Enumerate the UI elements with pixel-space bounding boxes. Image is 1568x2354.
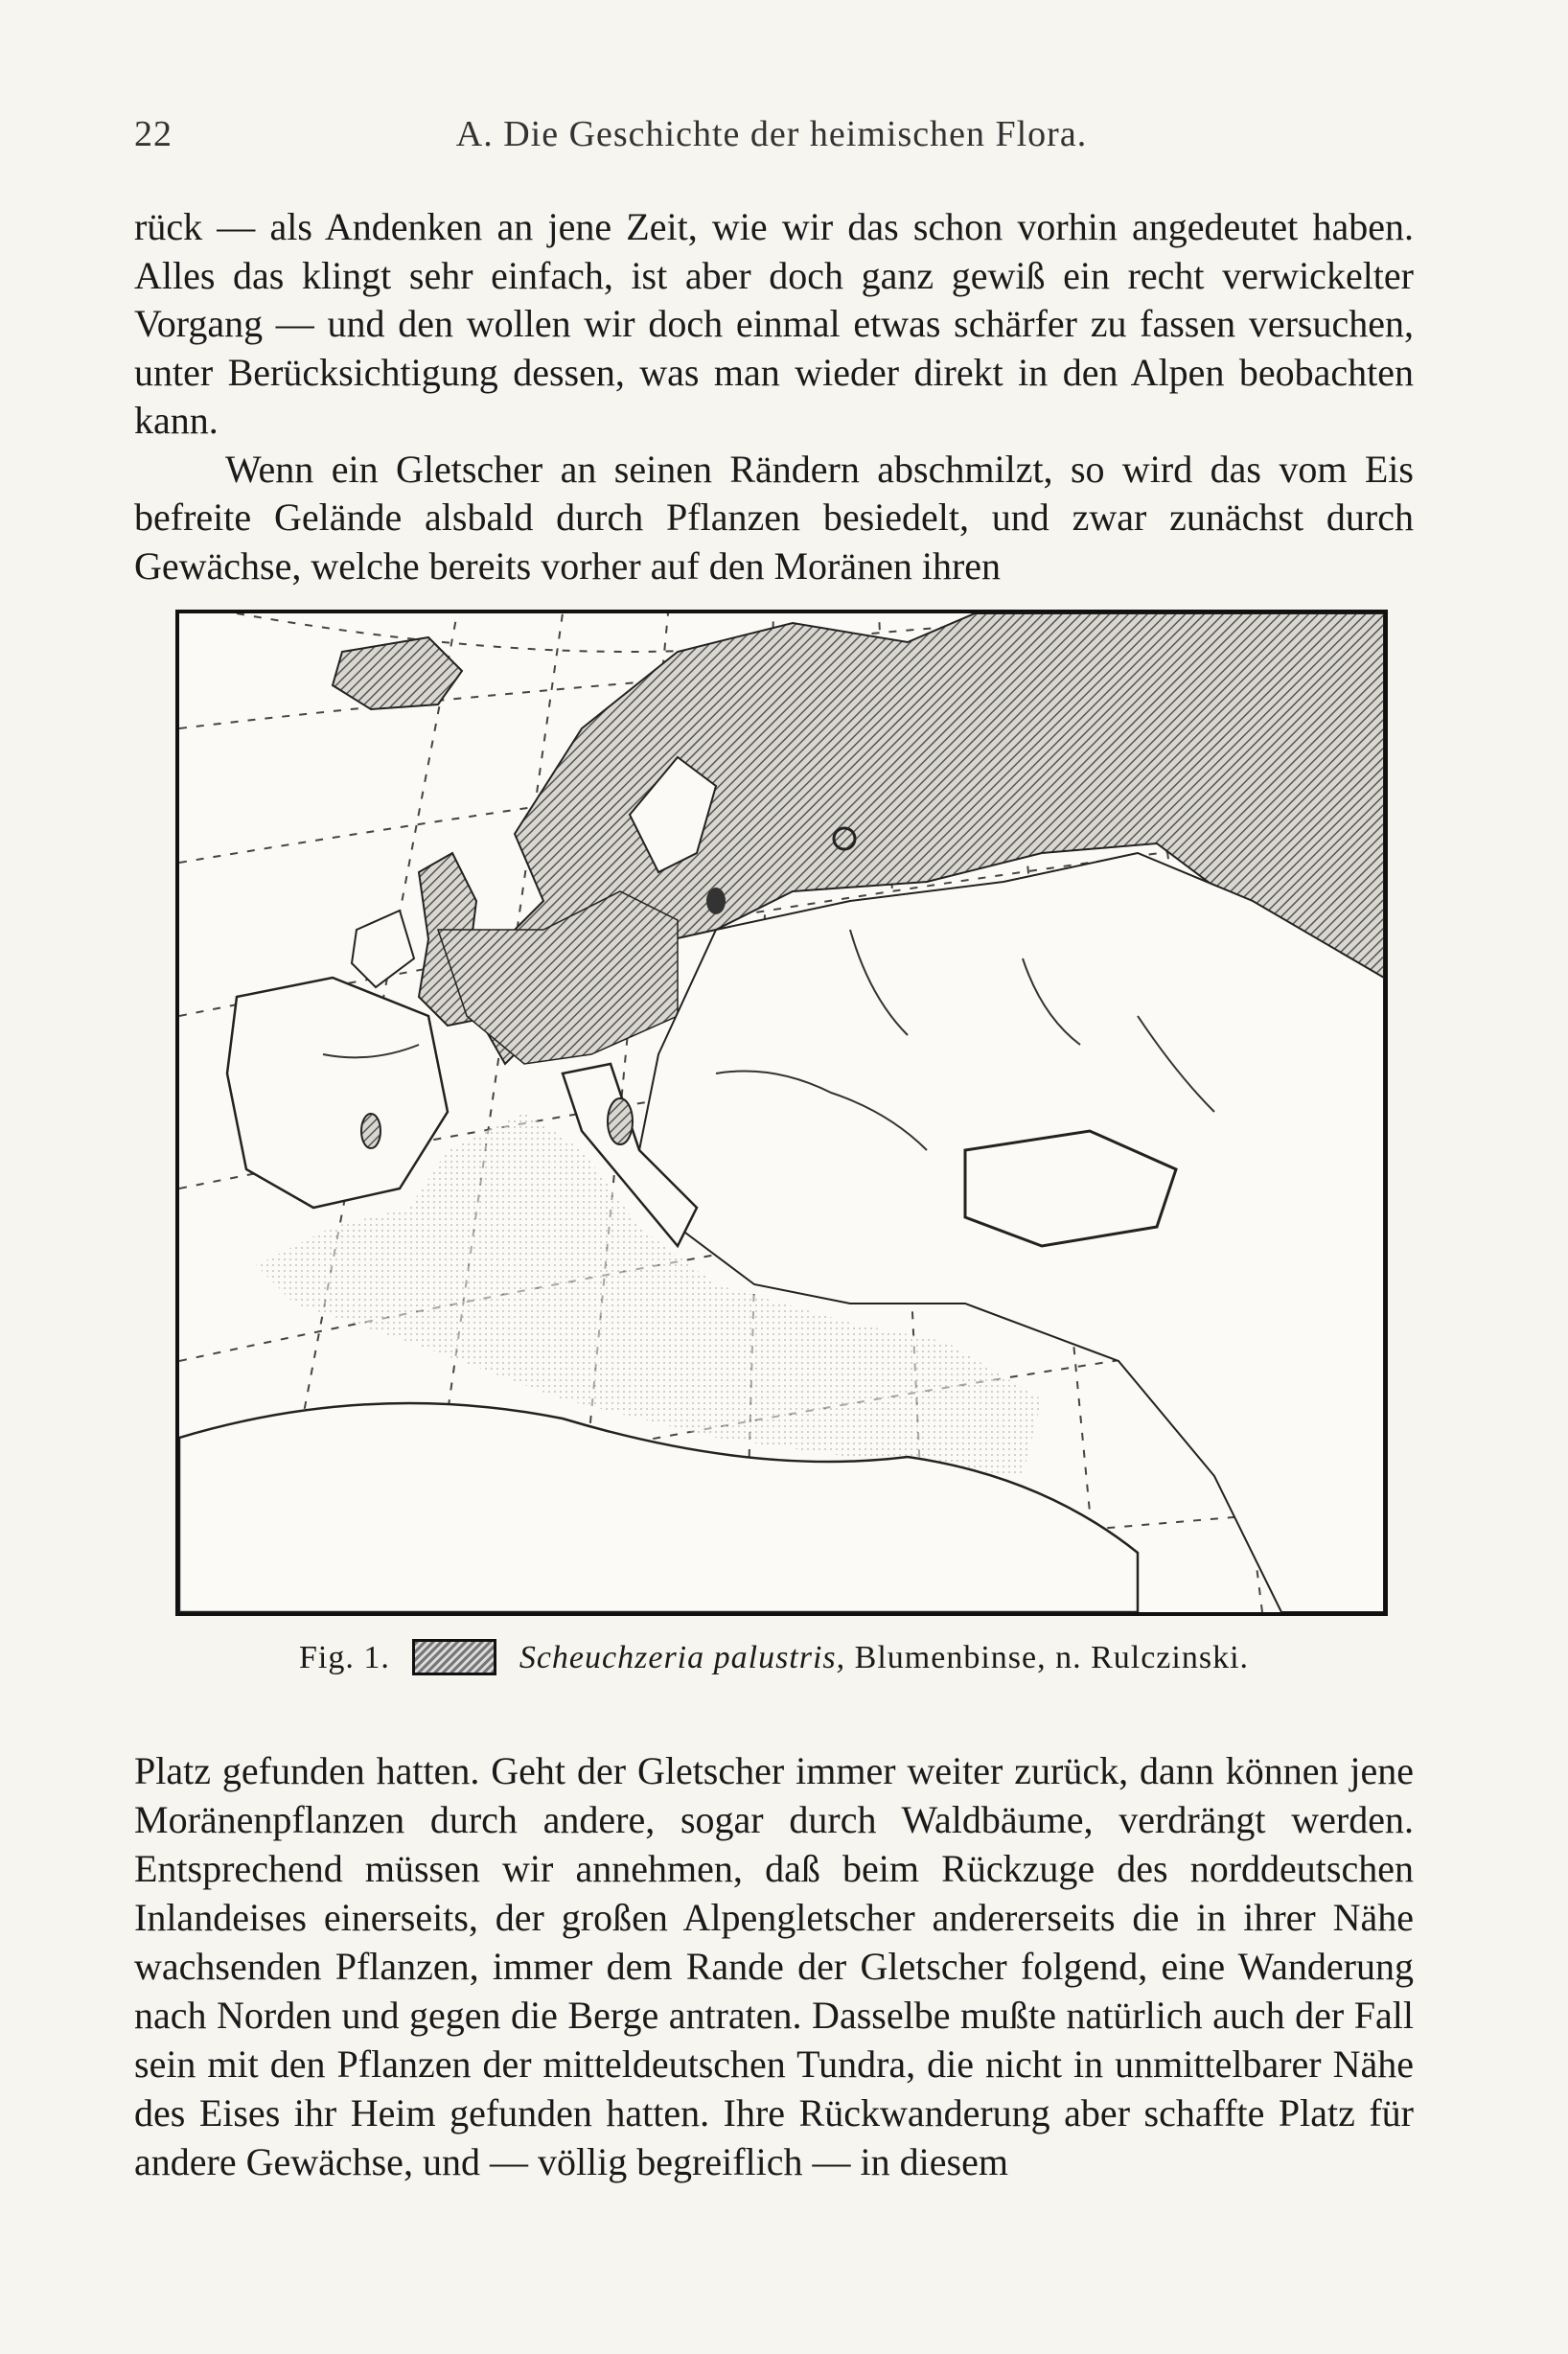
paragraph-1-text-a: rück — als Andenken an jene Zeit, wie wir das schon vorhin angedeutet haben. Alles das klingt sehr einfach, ist aber doch ganz gewiß ein recht verwickelter Vorgang — und den wollen wir doch einmal etwas schärfer zu fassen versuchen, unter Berücksichtigung dessen, was man wieder direkt in den Alpen beobachten kann. [134,205,1414,442]
figure-caption [134,1639,1414,1676]
paragraph-2 [134,1746,1414,2186]
paragraph-1 [134,203,1414,590]
paragraph-2-text: Platz gefunden hatten. Geht der Gletscher immer weiter zurück, dann können jene Moränenpflanzen durch andere, sogar durch Waldbäume, verdrängt werden. Entsprechend müssen wir annehmen, daß beim Rückzuge des norddeutschen Inlandeises einerseits, der großen Alpengletscher andererseits die in ihrer Nähe wachsenden Pflanzen, immer dem Rande der Gletscher folgend, eine Wanderung nach Norden und gegen die Berge antraten. Dasselbe mußte natürlich auch der Fall sein mit den Pflanzen der mitteldeutschen Tundra, die nicht in unmittelbarer Nähe des Eises ihr Heim gefunden hatten. Ihre Rückwanderung aber schaffte Platz für andere Gewächse, und — völlig begreiflich — in diesem [134,1749,1414,2183]
page-header [134,113,1409,171]
europe-map-graphic [179,613,1384,1612]
caption-rest: Blumenbinse, n. Rulczinski. [854,1640,1250,1675]
page-number: 22 [134,114,173,154]
paragraph-1-text-b: Wenn ein Gletscher an seinen Rändern abschmilzt, so wird das vom Eis befreite Gelände alsbald durch Pflanzen besiedelt, und zwar zunächst durch Gewächse, welche bereits vorher auf den Moränen ihren [134,447,1414,588]
distribution-map [175,610,1388,1616]
species-name: Scheuchzeria palustris, [519,1640,846,1675]
running-title: A. Die Geschichte der heimischen Flora. [455,114,1088,154]
figure-label: Fig. 1. [298,1640,390,1675]
hatched-legend-swatch [412,1639,496,1675]
